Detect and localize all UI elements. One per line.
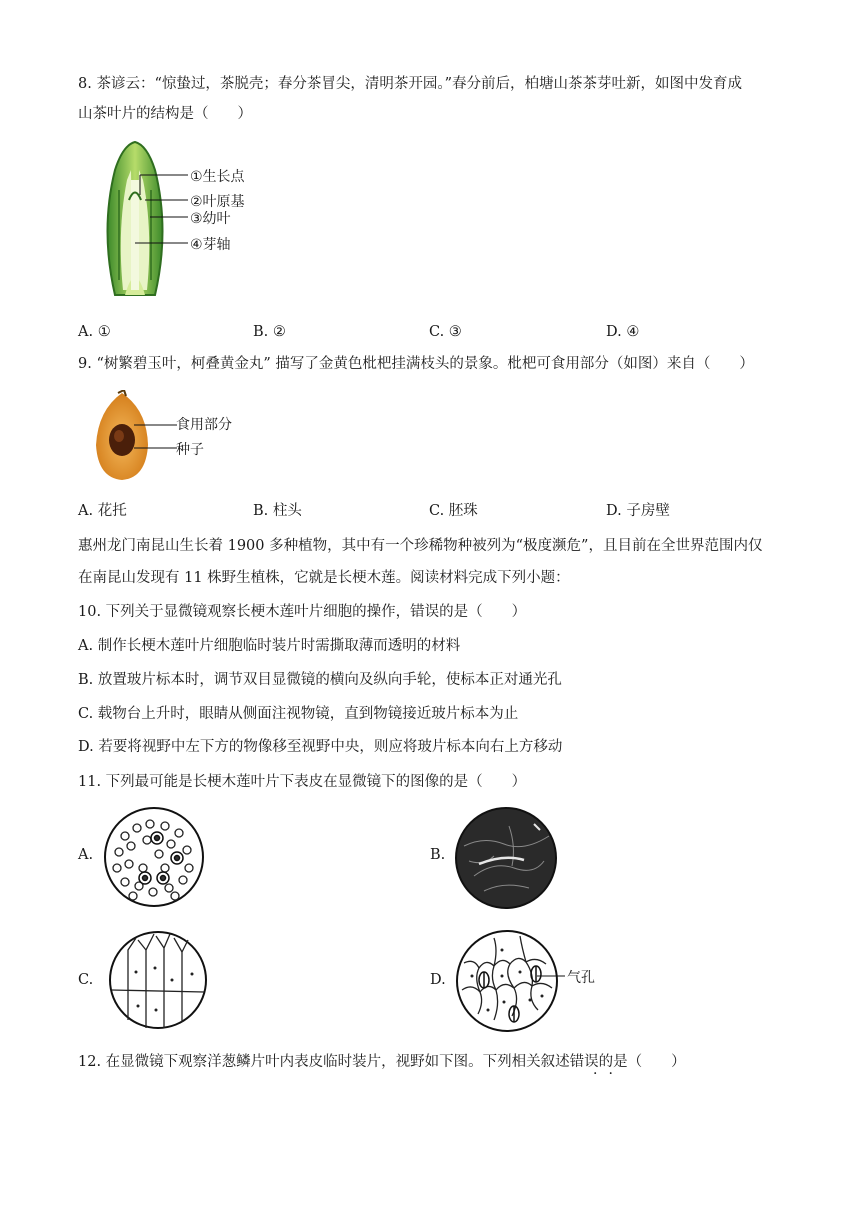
q8-option-b: B. ② bbox=[253, 324, 286, 340]
material-line1: 惠州龙门南昆山生长着 1900 多种植物，其中有一个珍稀物种被列为“极度濒危”，且目前在全世界范围内仅 bbox=[78, 538, 763, 554]
q11-option-d-label: D. bbox=[430, 972, 446, 988]
material-line2: 在南昆山发现有 11 株野生植株，它就是长梗木莲。阅读材料完成下列小题： bbox=[78, 570, 570, 586]
q8-option-c: C. ③ bbox=[429, 324, 462, 340]
stoma-leader-line bbox=[537, 966, 567, 986]
label-young-leaf: ③幼叶 bbox=[190, 211, 231, 227]
q8-option-a: A. ① bbox=[78, 324, 111, 340]
q10-stem: 10. 下列关于显微镜观察长梗木莲叶片细胞的操作，错误的是（ ） bbox=[78, 604, 527, 620]
label-seed: 种子 bbox=[176, 442, 204, 458]
micrograph-b-dark-tissue bbox=[454, 806, 558, 910]
label-edible-part: 食用部分 bbox=[176, 417, 232, 433]
q11-option-b-label: B. bbox=[430, 847, 446, 863]
loquat-leader-lines bbox=[132, 415, 182, 455]
label-stoma: 气孔 bbox=[567, 970, 595, 986]
q11-option-a-label: A. bbox=[78, 847, 94, 863]
q10-option-d: D. 若要将视野中左下方的物像移至视野中央，则应将玻片标本向右上方移动 bbox=[78, 739, 563, 755]
q9-option-c: C. 胚珠 bbox=[429, 503, 478, 519]
q9-option-d: D. 子房壁 bbox=[606, 503, 670, 519]
q11-option-c-label: C. bbox=[78, 972, 94, 988]
q8-option-d: D. ④ bbox=[606, 324, 640, 340]
emphasis-dots: ·· bbox=[593, 1066, 624, 1082]
q12-stem: 12. 在显微镜下观察洋葱鳞片叶内表皮临时装片，视野如下图。下列相关叙述错误的是（ ） bbox=[78, 1054, 686, 1070]
micrograph-c-elongated-cells bbox=[108, 930, 208, 1030]
q8-stem-line2: 山茶叶片的结构是（ ） bbox=[78, 106, 252, 122]
micrograph-a-blood-cells bbox=[103, 806, 205, 908]
q9-option-b: B. 柱头 bbox=[253, 503, 302, 519]
label-bud-axis: ④芽轴 bbox=[190, 237, 231, 253]
q11-stem: 11. 下列最可能是长梗木莲叶片下表皮在显微镜下的图像的是（ ） bbox=[78, 774, 527, 790]
q9-option-a: A. 花托 bbox=[78, 503, 127, 519]
label-leaf-primordium: ②叶原基 bbox=[190, 194, 245, 210]
q8-stem-line1: 8. 茶谚云：“惊蛰过，茶脱壳；春分茶冒尖，清明茶开园。”春分前后，柏塘山茶茶芽吐新，如图中发育成 bbox=[78, 76, 743, 92]
q10-option-c: C. 载物台上升时，眼睛从侧面注视物镜，直到物镜接近玻片标本为止 bbox=[78, 706, 519, 722]
label-growth-point: ①生长点 bbox=[190, 169, 245, 185]
q10-option-b: B. 放置玻片标本时，调节双目显微镜的横向及纵向手轮，使标本正对通光孔 bbox=[78, 672, 562, 688]
q10-option-a: A. 制作长梗木莲叶片细胞临时装片时需撕取薄而透明的材料 bbox=[78, 638, 461, 654]
q9-stem: 9. “树繁碧玉叶，柯叠黄金丸” 描写了金黄色枇杷挂满枝头的景象。枇杷可食用部分（如图）来自（ ） bbox=[78, 356, 754, 372]
